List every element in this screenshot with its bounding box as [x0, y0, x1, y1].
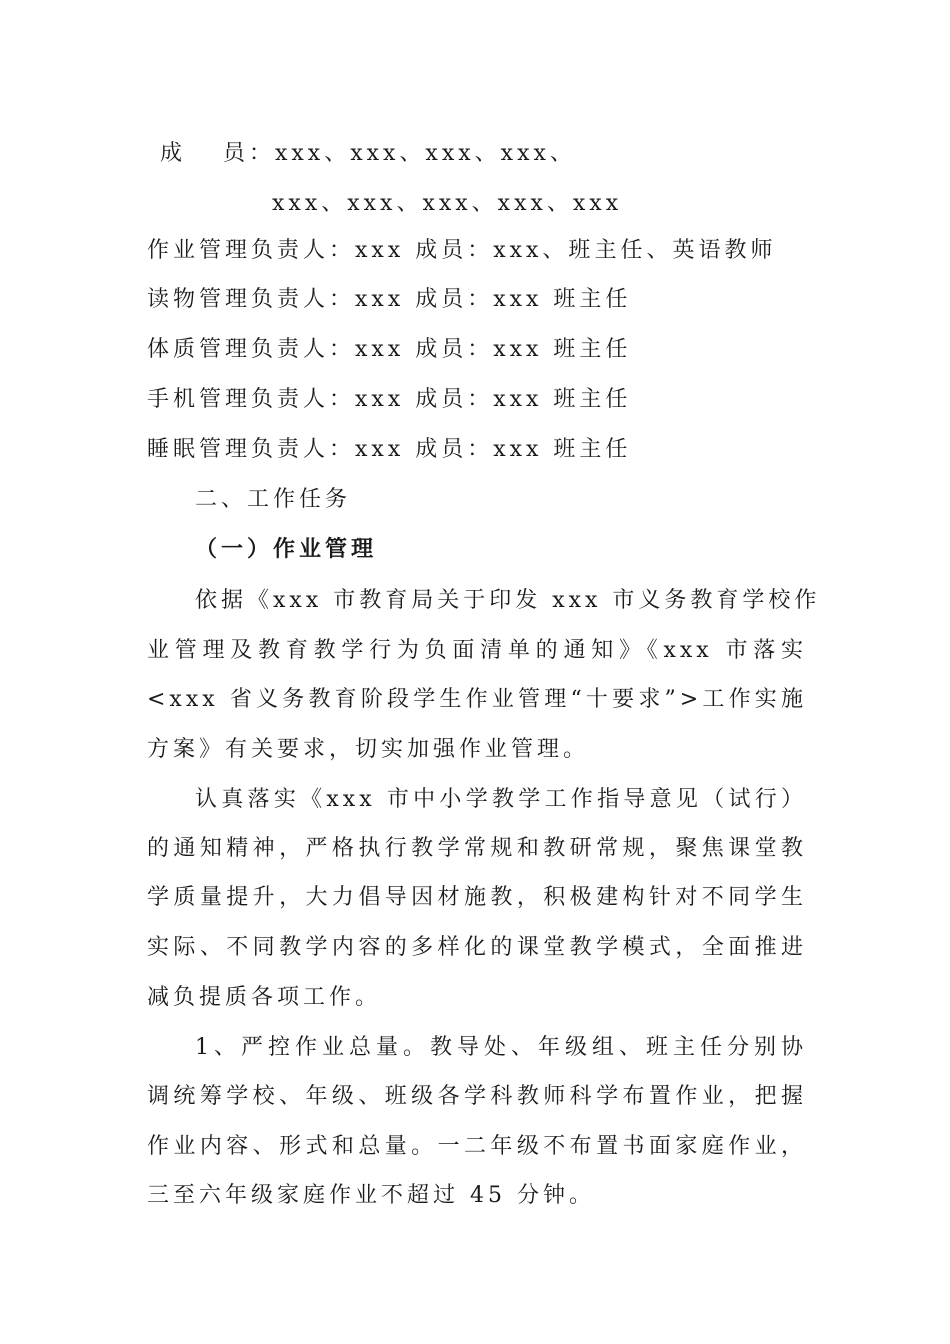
paragraph3-line-4: 三至六年级家庭作业不超过 45 分钟。	[147, 1183, 595, 1208]
paragraph1-line-4: 方案》有关要求，切实加强作业管理。	[147, 737, 590, 762]
paragraph2-line-1: 认真落实《xxx 市中小学教学工作指导意见（试行）	[195, 787, 807, 812]
responsibility-line-phone: 手机管理负责人：xxx 成员：xxx 班主任	[147, 387, 632, 412]
paragraph3-line-3: 作业内容、形式和总量。一二年级不布置书面家庭作业，	[147, 1134, 807, 1159]
paragraph2-line-3: 学质量提升，大力倡导因材施教，积极建构针对不同学生	[147, 885, 807, 910]
paragraph3-line-2: 调统筹学校、年级、班级各学科教师科学布置作业，把握	[147, 1084, 807, 1109]
responsibility-line-reading: 读物管理负责人：xxx 成员：xxx 班主任	[147, 287, 632, 312]
paragraph2-line-4: 实际、不同教学内容的多样化的课堂教学模式，全面推进	[147, 935, 807, 960]
members-line-1: 成 员：xxx、xxx、xxx、xxx、	[160, 141, 576, 166]
responsibility-line-homework: 作业管理负责人：xxx 成员：xxx、班主任、英语教师	[147, 238, 777, 263]
paragraph1-line-2: 业管理及教育教学行为负面清单的通知》《xxx 市落实	[147, 638, 807, 663]
paragraph2-line-5: 减负提质各项工作。	[147, 985, 382, 1010]
responsibility-line-sleep: 睡眠管理负责人：xxx 成员：xxx 班主任	[147, 437, 632, 462]
paragraph1-line-1: 依据《xxx 市教育局关于印发 xxx 市义务教育学校作	[195, 588, 821, 613]
members-line-2: xxx、xxx、xxx、xxx、xxx	[272, 191, 623, 216]
subsection-title: （一）作业管理	[195, 537, 378, 562]
paragraph1-line-3: <xxx 省义务教育阶段学生作业管理“十要求”>工作实施	[147, 687, 807, 712]
section-title: 二、工作任务	[195, 487, 352, 512]
paragraph3-line-1: 1、严控作业总量。教导处、年级组、班主任分别协	[195, 1035, 807, 1060]
paragraph2-line-2: 的通知精神，严格执行教学常规和教研常规，聚焦课堂教	[147, 836, 807, 861]
responsibility-line-fitness: 体质管理负责人：xxx 成员：xxx 班主任	[147, 337, 632, 362]
